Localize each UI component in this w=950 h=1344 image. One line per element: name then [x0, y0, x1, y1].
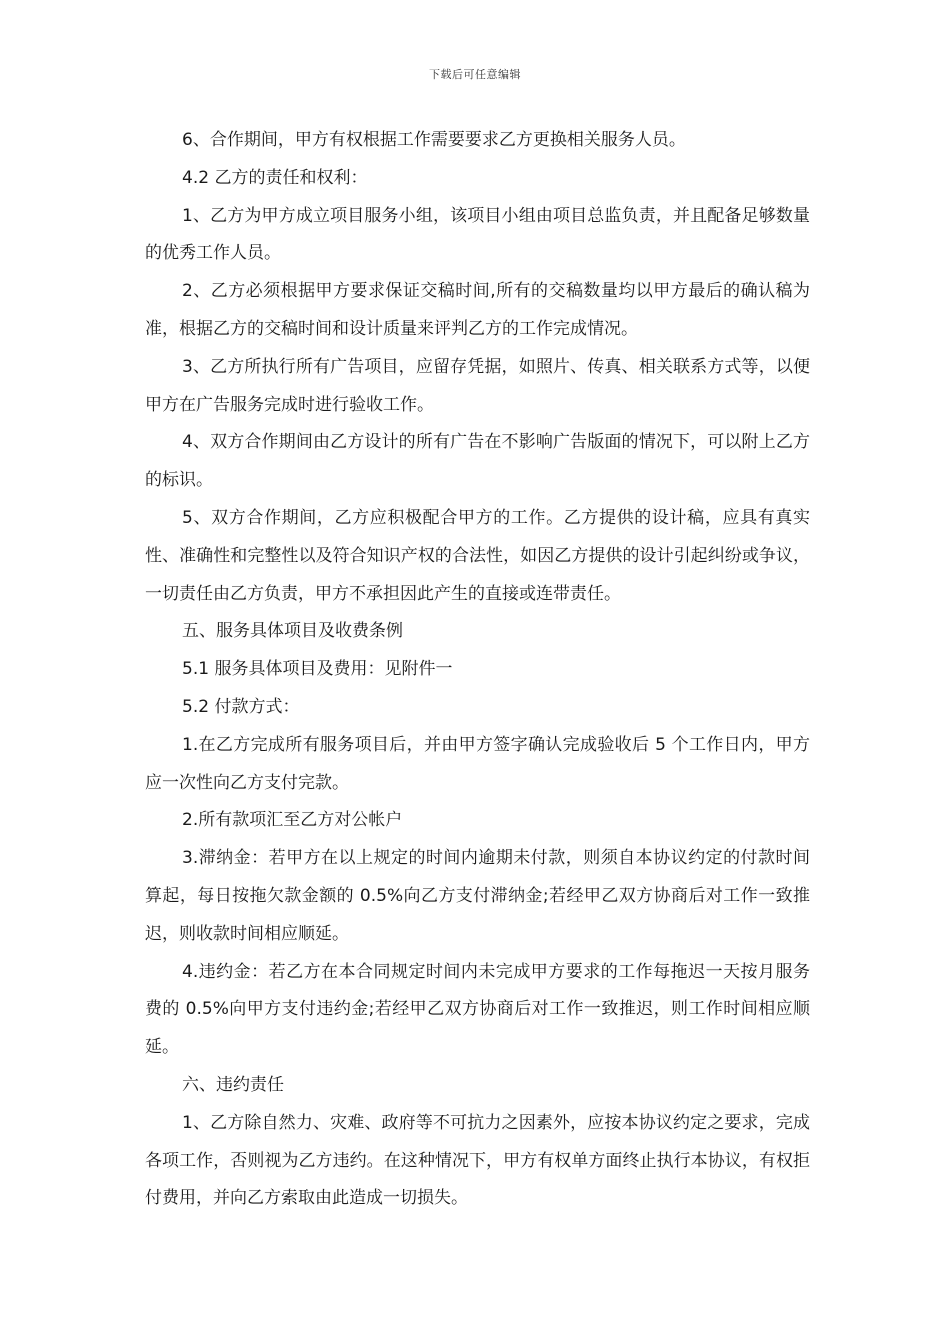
section-heading: 5.2 付款方式： — [182, 696, 300, 717]
page-header: 下载后可任意编辑 — [429, 68, 521, 81]
section-heading: 六、违约责任 — [182, 1074, 284, 1095]
clause-paragraph: 1、乙方除自然力、灾难、政府等不可抗力之因素外，应按本协议约定之要求，完成各项工作，否则视为乙方违约。在这种情况下，甲方有权单方面终止执行本协议，有权拒付费用，并向乙方索取由此造成一切损失。 — [145, 1112, 810, 1209]
clause-paragraph: 6、合作期间，甲方有权根据工作需要要求乙方更换相关服务人员。 — [182, 130, 686, 150]
section-heading: 五、服务具体项目及收费条例 — [182, 621, 403, 642]
clause-paragraph: 1、乙方为甲方成立项目服务小组，该项目小组由项目总监负责，并且配备足够数量的优秀工作人员。 — [145, 205, 810, 264]
clause-paragraph: 3.滞纳金：若甲方在以上规定的时间内逾期未付款，则须自本协议约定的付款时间算起，每日按拖欠款金额的 0.5%向乙方支付滞纳金;若经甲乙双方协商后对工作一致推迟，则收款时间相应顺延。 — [145, 848, 810, 944]
clause-paragraph: 2.所有款项汇至乙方对公帐户 — [182, 810, 403, 831]
section-heading: 4.2 乙方的责任和权利： — [182, 167, 368, 188]
document-body — [145, 122, 810, 1218]
clause-paragraph: 5、双方合作期间，乙方应积极配合甲方的工作。乙方提供的设计稿，应具有真实性、准确性和完整性以及符合知识产权的合法性，如因乙方提供的设计引起纠纷或争议，一切责任由乙方负责，甲方不承担因此产生的直接或连带责任。 — [145, 507, 810, 604]
clause-paragraph: 4、双方合作期间由乙方设计的所有广告在不影响广告版面的情况下，可以附上乙方的标识。 — [145, 432, 810, 491]
clause-paragraph: 3、乙方所执行所有广告项目，应留存凭据，如照片、传真、相关联系方式等，以便甲方在广告服务完成时进行验收工作。 — [145, 356, 810, 415]
clause-paragraph: 4.违约金：若乙方在本合同规定时间内未完成甲方要求的工作每拖迟一天按月服务费的 0.5%向甲方支付违约金;若经甲乙双方协商后对工作一致推迟，则工作时间相应顺延。 — [145, 961, 810, 1058]
clause-paragraph: 2、乙方必须根据甲方要求保证交稿时间,所有的交稿数量均以甲方最后的确认稿为准，根据乙方的交稿时间和设计质量来评判乙方的工作完成情况。 — [145, 281, 810, 339]
clause-paragraph: 1.在乙方完成所有服务项目后，并由甲方签字确认完成验收后 5 个工作日内，甲方应一次性向乙方支付完款。 — [145, 734, 810, 793]
section-heading: 5.1 服务具体项目及费用：见附件一 — [182, 659, 453, 680]
